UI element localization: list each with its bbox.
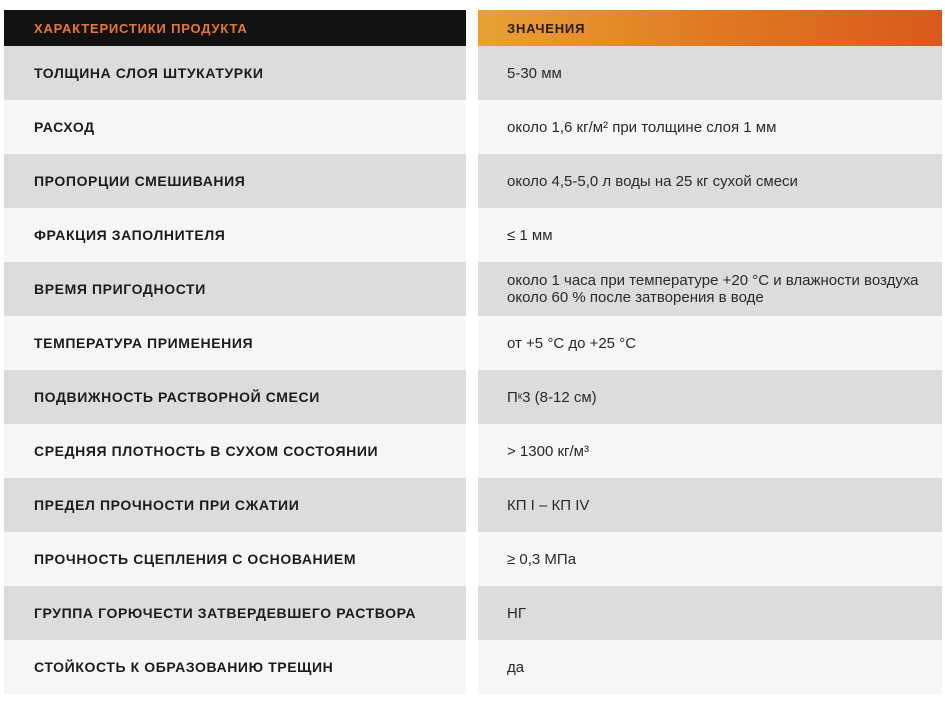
value-rest: 3 (8-12 см) bbox=[522, 388, 597, 406]
row-value: около 1,6 кг/м² при толщине слоя 1 мм bbox=[478, 100, 942, 154]
row-value: да bbox=[478, 640, 942, 694]
row-value: > 1300 кг/м³ bbox=[478, 424, 942, 478]
table-row bbox=[4, 586, 942, 640]
table-row bbox=[4, 424, 942, 478]
column-gap bbox=[466, 100, 478, 154]
table-row bbox=[4, 208, 942, 262]
column-gap bbox=[466, 262, 478, 316]
column-gap bbox=[466, 208, 478, 262]
row-value: от +5 °С до +25 °С bbox=[478, 316, 942, 370]
column-gap bbox=[466, 46, 478, 100]
row-value: около 4,5-5,0 л воды на 25 кг сухой смеси bbox=[478, 154, 942, 208]
row-label: ФРАКЦИЯ ЗАПОЛНИТЕЛЯ bbox=[4, 208, 466, 262]
column-gap bbox=[466, 586, 478, 640]
header-characteristics: ХАРАКТЕРИСТИКИ ПРОДУКТА bbox=[4, 10, 466, 46]
column-gap bbox=[466, 154, 478, 208]
product-specs-table bbox=[4, 10, 942, 694]
table-row bbox=[4, 532, 942, 586]
row-label: ТЕМПЕРАТУРА ПРИМЕНЕНИЯ bbox=[4, 316, 466, 370]
header-values: ЗНАЧЕНИЯ bbox=[478, 10, 942, 46]
table-row bbox=[4, 154, 942, 208]
row-label: ПРЕДЕЛ ПРОЧНОСТИ ПРИ СЖАТИИ bbox=[4, 478, 466, 532]
row-value: ≥ 0,3 МПа bbox=[478, 532, 942, 586]
row-value: около 1 часа при температуре +20 °С и влажности воздуха около 60 % после затворения в воде bbox=[478, 262, 942, 316]
column-gap bbox=[466, 316, 478, 370]
table-header bbox=[4, 10, 942, 46]
row-value: ≤ 1 мм bbox=[478, 208, 942, 262]
column-gap bbox=[466, 640, 478, 694]
row-label: РАСХОД bbox=[4, 100, 466, 154]
table-row bbox=[4, 316, 942, 370]
table-row bbox=[4, 370, 942, 424]
row-value: П к 3 (8-12 см) bbox=[478, 370, 942, 424]
column-gap bbox=[466, 478, 478, 532]
table-row bbox=[4, 640, 942, 694]
table-row bbox=[4, 478, 942, 532]
row-label: ВРЕМЯ ПРИГОДНОСТИ bbox=[4, 262, 466, 316]
row-label: ПРОПОРЦИИ СМЕШИВАНИЯ bbox=[4, 154, 466, 208]
column-gap bbox=[466, 424, 478, 478]
row-label: ТОЛЩИНА СЛОЯ ШТУКАТУРКИ bbox=[4, 46, 466, 100]
row-value: КП I – КП IV bbox=[478, 478, 942, 532]
column-gap bbox=[466, 532, 478, 586]
column-gap bbox=[466, 10, 478, 46]
value-main: П bbox=[507, 388, 518, 406]
row-label: ПОДВИЖНОСТЬ РАСТВОРНОЙ СМЕСИ bbox=[4, 370, 466, 424]
table-row bbox=[4, 46, 942, 100]
column-gap bbox=[466, 370, 478, 424]
table-row bbox=[4, 262, 942, 316]
row-label: ПРОЧНОСТЬ СЦЕПЛЕНИЯ С ОСНОВАНИЕМ bbox=[4, 532, 466, 586]
row-label: СРЕДНЯЯ ПЛОТНОСТЬ В СУХОМ СОСТОЯНИИ bbox=[4, 424, 466, 478]
row-label: СТОЙКОСТЬ К ОБРАЗОВАНИЮ ТРЕЩИН bbox=[4, 640, 466, 694]
row-value: НГ bbox=[478, 586, 942, 640]
row-value: 5-30 мм bbox=[478, 46, 942, 100]
row-label: ГРУППА ГОРЮЧЕСТИ ЗАТВЕРДЕВШЕГО РАСТВОРА bbox=[4, 586, 466, 640]
table-row bbox=[4, 100, 942, 154]
